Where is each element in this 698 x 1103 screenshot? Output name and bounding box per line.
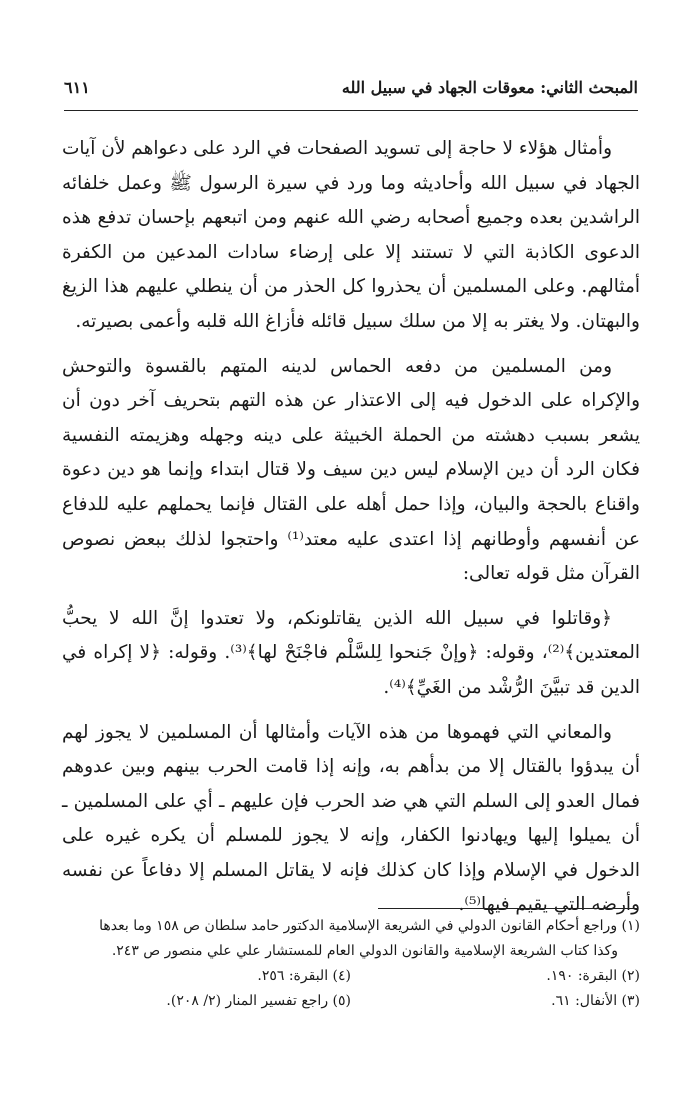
footnote-1: (١) وراجع أحكام القانون الدولي في الشريعة الإسلامية الدكتور حامد سلطان ص ١٥٨ وما بعدها [99,918,640,934]
paragraph-2: ومن المسلمين من دفعه الحماس لدينه المتهم بالقسوة والتوحش والإكراه على الدخول فيه إلى الاعتذار عن هذه التهم بتحريف آخر دون أن يشعر بسبب دهشته من الحملة الخبيثة على دينه وجهله وهزيمته النفسية فكان الرد أن دين الإسلام ليس دين سيف ولا قتال ابتداء وإنما هو دين دعوة واقناع بالحجة والبيان، وإذا حمل أهله على القتال فإنما يحملهم عليه للدفاع عن أنفسهم وأوطانهم إذا اعتدى عليه معتد⁽¹⁾ واحتجوا لذلك ببعض نصوص القرآن مثل قوله تعالى: [62,355,640,585]
footnotes [62,914,640,1014]
footnote-3: (٣) الأنفال: ٦١. [551,993,640,1009]
footnote-rule [378,908,638,909]
paragraph-1: وأمثال هؤلاء لا حاجة إلى تسويد الصفحات في الرد على دعواهم لأن آيات الجهاد في سبيل الله وأحاديثه وما ورد في سيرة الرسول ﷺ وعمل خلفائه الراشدين بعده وجميع أصحابه رضي الله عنهم ومن اتبعهم بإحسان تدفع هذه الدعوى الكاذبة التي لا تستند إلا على إرضاء سادات المدعين من الكفرة أمثالهم. وعلى المسلمين أن يحذروا كل الحذر من أن ينطلي عليهم هذا الزيغ والبهتان. ولا يغتر به إلا من سلك سبيل قائله فأزاغ الله قلبه وأعمى بصيرته. [62,138,640,332]
footnote-5: (٥) راجع تفسير المنار (٢/ ٢٠٨). [166,993,351,1009]
header-rule [64,110,638,111]
running-title: المبحث الثاني: معوقات الجهاد في سبيل الله [341,78,638,97]
footnote-row-2 [62,989,640,1014]
page-header [64,78,638,108]
footnote-4: (٤) البقرة: ٢٥٦. [257,968,351,984]
paragraph-4: والمعاني التي فهموها من هذه الآيات وأمثالها أن المسلمين لا يجوز لهم أن يبدؤوا بالقتال إلا من بدأهم به، وإنه إذا قامت الحرب بينهم وبين عدوهم فمال العدو إلى السلم التي هي ضد الحرب فإن عليهم ـ أي على المسلمين ـ أن يميلوا إليها ويهادنوا الكفار، وإنه لا يجوز للمسلم أن يكره غيره على الدخول في الإسلام وإذا كان كذلك فإنه لا يقاتل المسلم إلا دفاعاً عن نفسه وأرضه التي يقيم فيها⁽⁵⁾. [62,721,640,916]
page-number: ٦١١ [64,78,90,97]
main-text [62,132,640,933]
footnote-row-1 [62,964,640,989]
footnote-1-continued: وكذا كتاب الشريعة الإسلامية والقانون الدولي العام للمستشار علي علي منصور ص ٢٤٣. [111,943,618,959]
footnote-2: (٢) البقرة: ١٩٠. [546,968,640,984]
paragraph-3-quran-verses: ﴿وقاتلوا في سبيل الله الذين يقاتلونكم، ولا تعتدوا إنَّ الله لا يحبُّ المعتدين﴾⁽²⁾، وقوله: ﴿وإنْ جَنحوا لِلسَّلْم فاجْنَحْ لها﴾⁽³⁾. وقوله: ﴿لا إكراه في الدين قد تبيَّنَ الرُّشْد من الغَيِّ﴾⁽⁴⁾. [62,607,641,698]
